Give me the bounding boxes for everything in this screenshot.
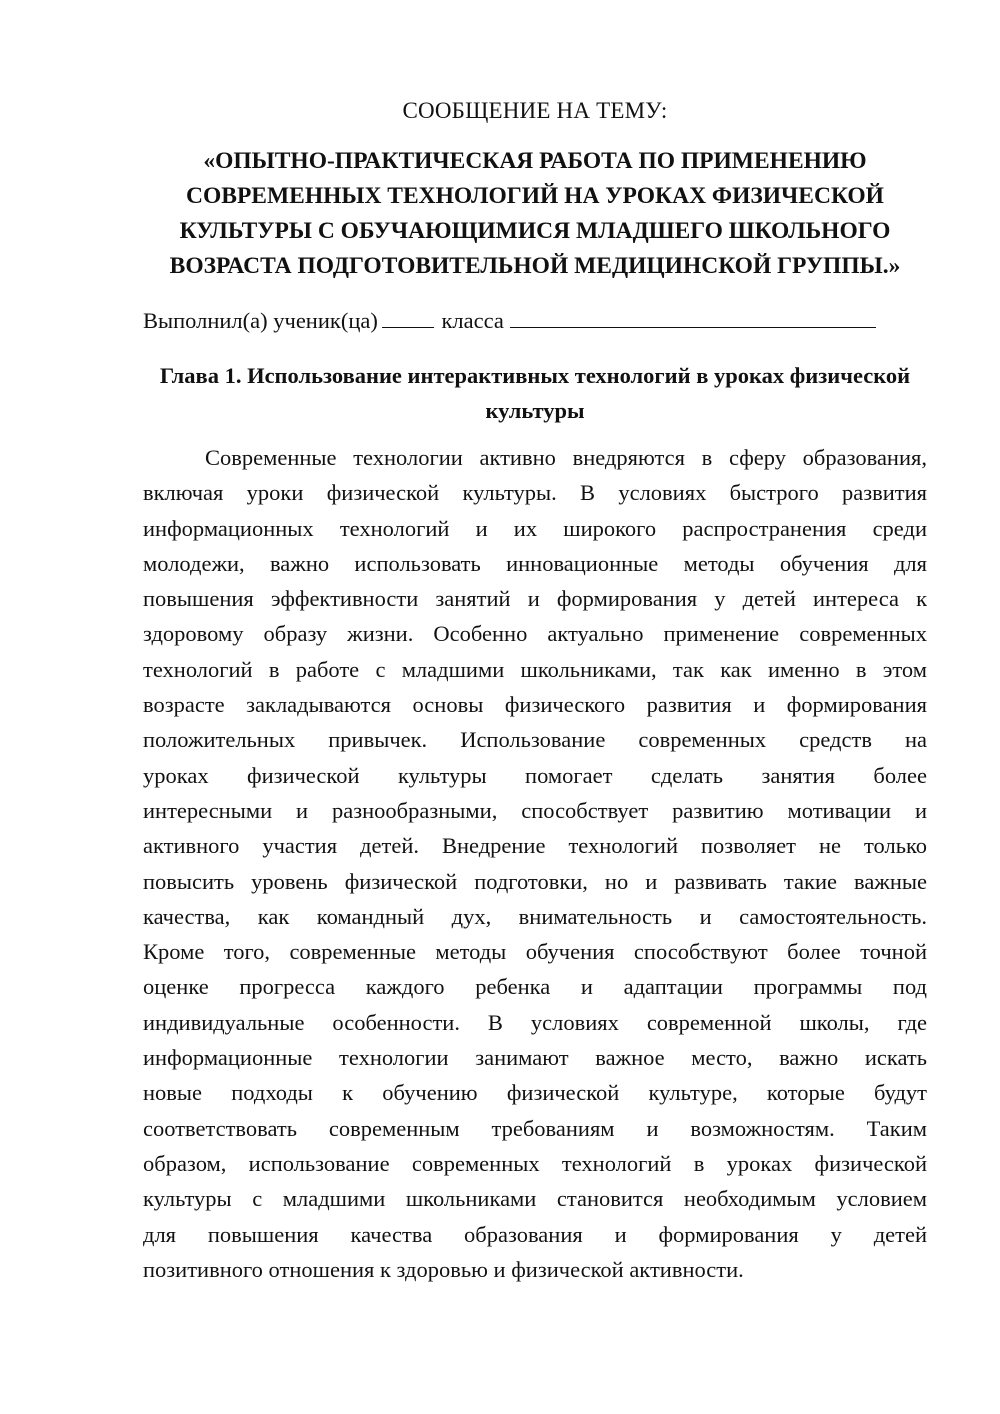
paragraph-line: интересными и разнообразными, способствует развитию мотивации и [143,797,927,823]
paragraph-line: позитивного отношения к здоровью и физической активности. [143,1256,744,1282]
document-title [143,144,927,284]
author-line [143,306,933,336]
paragraph-line: образом, использование современных технологий в уроках физической [143,1150,927,1176]
grade-blank [382,307,434,328]
chapter-heading-line: Глава 1. Использование интерактивных технологий в уроках физической [159,363,911,388]
paragraph-line: новые подходы к обучению физической культуре, которые будут [143,1080,927,1106]
body-paragraph [143,440,927,1287]
title-line: «ОПЫТНО-ПРАКТИЧЕСКАЯ РАБОТА ПО ПРИМЕНЕНИЮ [203,148,867,174]
paragraph-line: соответствовать современным требованиям и возможностям. Таким [143,1115,927,1141]
class-label: класса [441,308,504,333]
paragraph-line: культуры с младшими школьниками становится необходимым условием [143,1186,927,1212]
document-header: СООБЩЕНИЕ НА ТЕМУ: [402,98,668,123]
paragraph-line: Кроме того, современные методы обучения способствуют более точной [143,939,927,965]
author-label: Выполнил(а) ученик(ца) [143,308,378,333]
paragraph-line: здоровому образу жизни. Особенно актуально применение современных [143,621,927,647]
paragraph-line: уроках физической культуры помогает сделать занятия более [143,762,927,788]
paragraph-line: повышения эффективности занятий и формирования у детей интереса к [143,586,927,612]
paragraph-line: положительных привычек. Использование современных средств на [143,727,927,753]
paragraph-line: включая уроки физической культуры. В условиях быстрого развития [143,480,927,506]
paragraph-line: оценке прогресса каждого ребенка и адаптации программы под [143,974,927,1000]
chapter-heading [143,358,927,428]
title-line: КУЛЬТУРЫ С ОБУЧАЮЩИМИСЯ МЛАДШЕГО ШКОЛЬНОГО [179,218,891,244]
title-line: СОВРЕМЕННЫХ ТЕХНОЛОГИЙ НА УРОКАХ ФИЗИЧЕСКОЙ [186,183,884,209]
paragraph-line: молодежи, важно использовать инновационные методы обучения для [143,550,927,576]
paragraph-line: информационные технологии занимают важное место, важно искать [143,1045,927,1071]
paragraph-line: повысить уровень физической подготовки, но и развивать такие важные [143,868,927,894]
paragraph-line: активного участия детей. Внедрение технологий позволяет не только [143,833,927,859]
paragraph-line: Современные технологии активно внедряются в сферу образования, [205,445,927,470]
title-line: ВОЗРАСТА ПОДГОТОВИТЕЛЬНОЙ МЕДИЦИНСКОЙ ГРУППЫ.» [169,253,901,279]
paragraph-line: индивидуальные особенности. В условиях современной школы, где [143,1009,927,1035]
paragraph-line: качества, как командный дух, внимательность и самостоятельность. [143,903,927,929]
chapter-heading-line: культуры [485,398,585,423]
paragraph-line: информационных технологий и их широкого распространения среди [143,515,927,541]
paragraph-line: для повышения качества образования и формирования у детей [143,1221,927,1247]
paragraph-line: возрасте закладываются основы физического развития и формирования [143,692,927,718]
paragraph-line: технологий в работе с младшими школьниками, так как именно в этом [143,656,927,682]
name-blank [510,307,876,328]
